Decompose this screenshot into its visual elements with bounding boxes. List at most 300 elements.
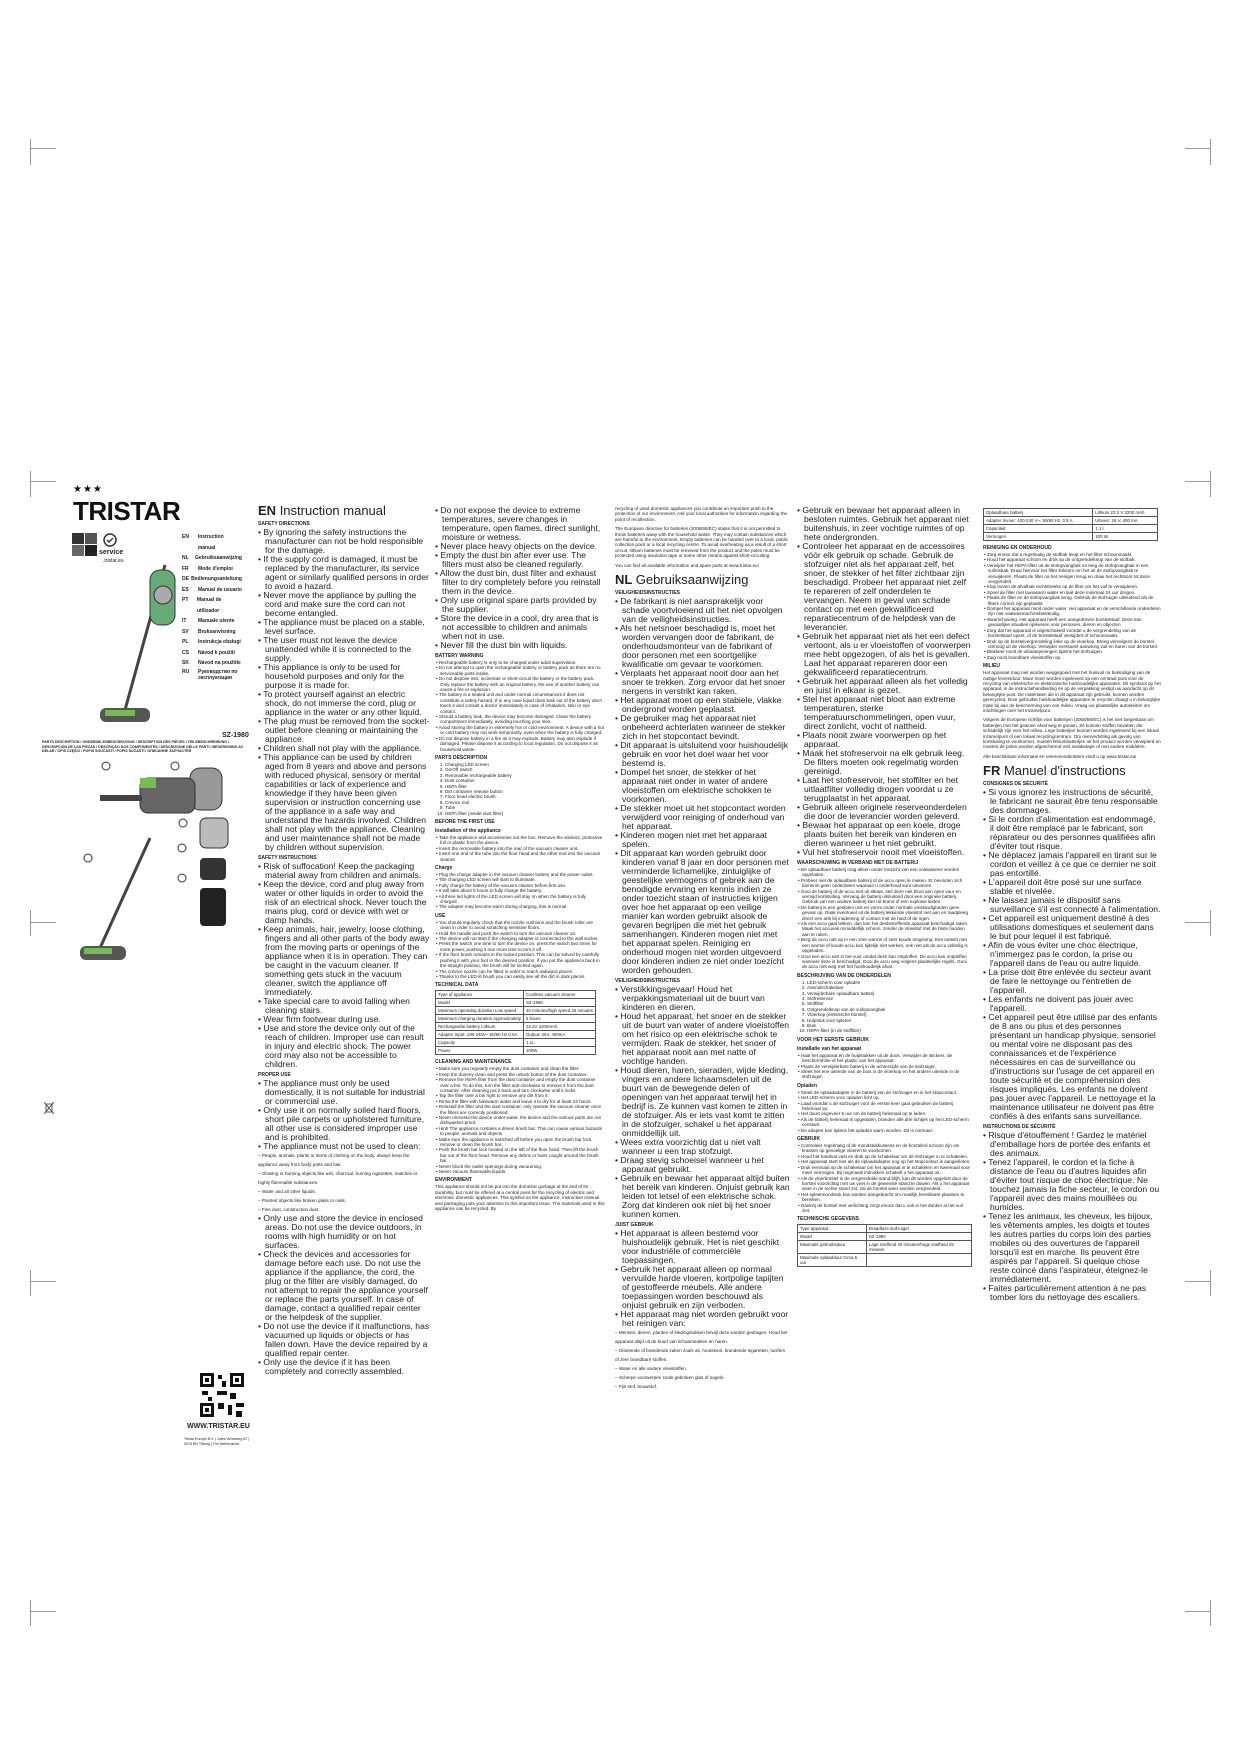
technical-data-table [797, 1224, 972, 1267]
list-item: • Avoid storing the battery in extremely hot or cold environment. A device with a hot or cold battery may not work temporarily, even when the battery is fully charged. [435, 725, 605, 736]
crop-mark [30, 139, 31, 165]
language-item: NL Gebruiksaanwijzing [182, 555, 242, 561]
nl-column-2 [797, 506, 972, 1271]
list-item: • De gebruiker mag het apparaat niet onbeheerd achterlaten wanneer de stekker zich in het stopcontact bevindt. [615, 714, 790, 741]
list-item: • Only use original spare parts provided by the supplier. [435, 596, 605, 614]
list-item: • By ignoring the safety instructions the manufacturer can not be hold responsible for the damage. [258, 528, 430, 555]
list-item: – Gloeiende of brandende zaken zoals as, houtskool, brandende sigaretten, lucifers of zeer brandbare stoffen. [615, 1346, 790, 1364]
section-title: EN Instruction manual [258, 503, 386, 518]
list-item: • It will take about 5 hours to fully charge the battery. [435, 888, 605, 893]
list-item: • Plaats de verwijderbare batterij in de achterzijde van de stofzuiger. [797, 1064, 972, 1069]
charge-list [797, 1090, 972, 1133]
list-item: • The crevice nozzle can be fitted in order to reach awkward places. [435, 969, 605, 974]
crop-mark [1210, 471, 1211, 497]
list-item: – Water and all other liquids. [258, 1187, 430, 1196]
list-item: • Never block the outlet openings during vacuuming. [435, 1164, 605, 1169]
list-item: • Gebruik en bewaar het apparaat altijd buiten het bereik van kinderen. Onjuist gebruik kan leiden tot letsel of een elektrische schok. Zorg dat kinderen ook niet bij het snoer kunnen komen. [615, 1174, 790, 1219]
list-item: • Allow the dust bin, dust filter and exhaust filter to dry completely before you reinstall them in the device. [435, 569, 605, 596]
list-item: • Risque d'étouffement ! Gardez le matériel d'emballage hors de portée des enfants et des animaux. [983, 1131, 1161, 1158]
section-subheading: Installation of the appliance [435, 827, 501, 834]
list-item: – Water en alle andere vloeistoffen. [615, 1364, 790, 1373]
en-nl-column [615, 506, 790, 1391]
list-item: • Klop boven de afvalbak rechtstreeks op de filter om het vuil te verwijderen. [983, 584, 1161, 589]
list-item: • If the supply cord is damaged, it must be replaced by the manufacturer, its service agent or similarly qualified persons in order to avoid a hazard. [258, 555, 430, 591]
section-heading: CONSIGNES DE SÉCURITÉ [983, 781, 1049, 788]
table-row: Capacity 1.1L [436, 1039, 596, 1047]
list-item: • You should regularly check that the nozzle cushions and the brush roller are clean in order to avoid scratching sensitive floors. [435, 920, 605, 931]
list-item: • Steek het ene uiteinde van de buis in de vloerkop en het andere uiteinde in de stofzuiger. [797, 1069, 972, 1080]
list-item: 7. Vloerkop (elektrische borstel) [807, 1012, 972, 1017]
list-item: • Gebruik en bewaar het apparaat alleen in besloten ruimtes. Gebruik het apparaat niet buitenshuis, in zeer vochtige ruimtes of op hete ondergronden. [797, 506, 972, 542]
section-heading: REINIGING EN ONDERHOUD [983, 545, 1052, 551]
proper-use-list [615, 1229, 790, 1391]
list-item: • Als de batterij helemaal is opgeladen, branden alle drie lichtjes op het LED-scherm constant. [797, 1117, 972, 1128]
table-row: Model SZ-1980 [798, 1233, 972, 1241]
list-item: 9. Buis [807, 1023, 972, 1028]
list-item: • Het apparaat mag niet worden gebruikt voor het reinigen van: [615, 1310, 790, 1328]
list-item: • Gebruik alleen originele reserveonderdelen die door de leverancier worden geleverd. [797, 803, 972, 821]
en-column-1 [258, 503, 430, 1376]
table-row: Type apparaat Draadloze stofzuiger [798, 1225, 972, 1233]
list-item: • Berg de accu niet op in een zeer warme of zeer koude omgeving. Een toestel met een warme of koude accu kan tijdelijk niet werken, ook niet als de accu volledig is opgeladen. [797, 937, 972, 953]
list-item: • Dit apparaat is uitsluitend voor huishoudelijk gebruik en voor het doel waar het voor bestemd is. [615, 741, 790, 768]
list-item: • The appliance must not be used to clean: [258, 1142, 430, 1151]
table-row: Maximum charging duration Approximately 5 hours [436, 1015, 596, 1023]
crop-mark [1185, 481, 1211, 482]
list-item: • Tenez l'appareil, le cordon et la fiche à distance de l'eau ou d'autres liquides afin d'éviter tout risque de choc électrique. Ne touchez jamais la fiche secteur, le cordon ou l'appareil avec des mains mouillées ou humides. [983, 1158, 1161, 1212]
support-text: You can find all available information and spare parts at www.tristar.eu! [615, 562, 759, 568]
list-item: • Houd het apparaat schoon en druk op de ontgrendelknop van de stofbak. [983, 557, 1161, 562]
cleaning-list [983, 552, 1161, 660]
language-item: ES Manual de usuario [182, 586, 242, 593]
list-item: • Dompel het apparaat nooit onder water. Het apparaat en de verschillende onderdelen zijn niet vaatwasmachinebestendig. [983, 606, 1161, 617]
list-item: • The adapter may become warm during charging, this is normal. [435, 904, 605, 909]
table-row: Model SZ-1980 [436, 999, 596, 1007]
list-item: – Fine dust, construction dust. [258, 1205, 430, 1214]
support-text: Alle beschikbare informatie en reserveonderdelen vindt u op www.tristar.eu! [983, 753, 1137, 759]
list-item: • Probeer niet de oplaadbare batterij of de accu open te maken. Er bevinden zich binnenin geen onderdelen waaraan u onderhoud kunt uitvoeren. [797, 878, 972, 889]
environment-text: This appliance should not be put into the domestic garbage at the end of its durability, but must be offered at a central point for the recycling of electric and electronic domestic appliances. This symbol on the appliance, instruction manual and packaging puts your attention to this important issue. The materials used in this appliance can be recycled. By [435, 1184, 605, 1212]
parts-description-title: PARTS DESCRIPTION / ONDERDELENBESCHRIJVING / DESCRIPTION DES PIÈCES / TEILEBESCHREIBUNG / DESCRIPCIÓN DE LAS PIEZAS / DESCRIÇÃO DOS COMPONENTES / DESCRIZIONE DELLE PARTI / BESKRIVNING AV DELAR / OPIS CZĘŚCI / POPIS SOUČÁSTÍ / POPIS SÚČASTÍ / ОПИСАНИЕ ЗАПЧАСТЕЙ [42, 740, 244, 754]
language-item: FR Mode d'emploi [182, 565, 233, 572]
list-item: • Afin de vous éviter une choc électrique, n'immergez pas le cordon, la prise ou l'appareil dans de l'eau ou autre liquide. [983, 941, 1161, 968]
service-url: .tristar.eu [103, 558, 124, 564]
list-item: • Druk op de borstelvergrendeling links op de vloerkop. Breng vervolgens de borstel omhoog uit de vloerkop. Verwijder eventueel aanwezig vuil en haren van de borstel. [983, 639, 1161, 650]
list-item: • Si vous ignorez les instructions de sécurité, le fabricant ne saurait être tenu responsable des dommages. [983, 788, 1161, 815]
battery-directive-text: The European directive for batteries (2006/66/EC) states that it is not permitted to throw batteries away with the household waste. They may contain substances which are harmful to the environment. Empty batteries can be handed over to a local, public collection point or a local recycling centre. To avoid overheating as a result of a short circuit, lithium batteries must be removed from the product and the poles must be protected using insulation tape or some other means against short-circuiting. [615, 526, 789, 559]
list-item: • Als een accu gaat lekken, dan kan het desbetreffende apparaat beschadigd raken. Maak het accuvak onmiddellijk schoon, zonder de vloeistof met de blote handen aan te raken. [797, 921, 972, 937]
list-item: 5. HEPA filter [445, 784, 605, 789]
crop-mark [1210, 139, 1211, 165]
weee-bin-icon [44, 1102, 54, 1114]
list-item: • Het apparaat is alleen bestemd voor huishoudelijk gebruik. Het is niet geschikt voor industriële of commerciële toepassingen. [615, 1229, 790, 1265]
charge-list [435, 872, 605, 910]
en-column-2 [435, 506, 605, 1215]
section-subheading: Opladen [797, 1082, 818, 1089]
list-item: • Als het netsnoer beschadigd is, moet het worden vervangen door de fabrikant, de onderhoudsmonteur van de fabrikant of door personen met een soortgelijke kwalificatie om gevaar te voorkomen. [615, 624, 790, 669]
section-title: NL Gebruiksaanwijzing [615, 572, 749, 588]
list-item: • Controleer regelmatig of de mondstukkussens en de borstelrol schoon zijn om krassen op gevoelige vloeren te voorkomen. [797, 1143, 972, 1154]
list-item: 7. Floor head electric brush [445, 794, 605, 799]
list-item: • Vul het stofreservoir nooit met vloeistoffen. [797, 848, 972, 857]
brand-stars: ★★★ [73, 484, 103, 495]
technical-data-table [435, 990, 596, 1055]
list-item: • Cet appareil peut être utilisé par des enfants de 8 ans ou plus et des personnes présentant un handicap physique, sensoriel ou mental voire ne disposant pas des connaissances et de l'expérience nécessaires en cas de surveillance ou d'instructions sur l'usage de cet appareil en toute sécurité et de compréhension des risques impliqués. Les enfants ne doivent pas jouer avec l'appareil. Le nettoyage et la maintenance utilisateur ne doivent pas être confiés à des enfants sans surveillance. [983, 1013, 1161, 1121]
safety-list [258, 528, 430, 852]
list-item: 2. On/Off switch [445, 767, 605, 772]
list-item: 6. Ontgrendelknop van de vuilopvangbak [807, 1007, 972, 1012]
language-item: RU Руководство по эксплуатации [182, 668, 238, 681]
list-item: • Het apparaat start niet als de oplaadadapter nog op het stopcontact is aangesloten. [797, 1159, 972, 1164]
list-item: • Verstikkingsgevaar! Houd het verpakkingsmateriaal uit de buurt van kinderen en dieren. [615, 985, 790, 1012]
list-item: • Zorg ervoor dat u regelmatig de stofbak leegt en het filter schoonmaakt. [983, 552, 1161, 557]
list-item: • De batterij is een gesloten unit en vormt onder normale omstandigheden geen gevaar op. Raak eventueel uit de batterij lekkende vloeistof niet aan en raadpleeg direct een arts bij inademing of contact met de huid of de ogen. [797, 905, 972, 921]
list-item: 2. Aan/uitschakelaar [807, 985, 972, 990]
list-item: 6. Dirt container release button [445, 789, 605, 794]
list-item: • Dompel het snoer, de stekker of het apparaat niet onder in water of andere vloeistoffen om elektrische schokken te voorkomen. [615, 768, 790, 804]
section-heading: BATTERY WARNING [435, 653, 484, 659]
list-item: • Druk eenmaal op de schakelaar om het apparaat in te schakelen en tweemaal voor meer vermogen. Bij nogmaals indrukken schakelt u het apparaat uit. [797, 1165, 972, 1176]
product-thumbnail-icon [72, 533, 98, 557]
vacuum-cleaner-illustration [95, 560, 185, 730]
safety-list [983, 788, 1161, 1121]
list-item: • Empty the dust bin after ever use. The filters must also be cleaned regularly. [435, 551, 605, 569]
list-item: • Het apparaat moet op een stabiele, vlakke ondergrond worden geplaatst. [615, 696, 790, 714]
qr-code-icon [200, 1373, 244, 1417]
list-item: – People, animals, plants or items of clothing on the body, always keep the appliance away from body parts and hair. [258, 1151, 430, 1169]
list-item: • Remove the HEPA filter from the dust container and empty the dust container over a bin. To do this, turn the filter anti-clockwise to remove it from the dust container. After cleaning put it back and turn clockwise until it locks. [435, 1077, 605, 1093]
crop-mark [30, 1611, 56, 1612]
list-item: • Never move the appliance by pulling the cord and make sure the cord can not become entangled. [258, 591, 430, 618]
crop-mark [30, 1270, 31, 1296]
section-heading: PROPER USE [258, 1072, 291, 1078]
list-item: • Do not dispose into, incinerate or short-circuit the battery or the battery pack. Only replace the battery with an original battery, the use of another battery can cause a fire or explosion. [435, 676, 605, 692]
list-item: • Het spleetmondstuk kan worden aangebracht om moeilijk bereikbare plaatsen te bereiken. [797, 1192, 972, 1203]
list-item: – Mensen, dieren, planten of kledingstukken terwijl deze worden gedragen. Houd het apparaat altijd uit de buurt van lichaamsdelen en haren. [615, 1328, 790, 1346]
list-item: • Thanks to the LED-lit brush you can easily see all the dirt in dark places. [435, 974, 605, 979]
install-list [435, 835, 605, 862]
crop-mark [30, 1281, 56, 1282]
list-item: 4. Stofreservoir [807, 996, 972, 1001]
service-label: service [99, 549, 124, 556]
section-heading: GEBRUIK [797, 1136, 821, 1143]
list-item: • Tap the filter over a bin right to remove any dirt from it. [435, 1093, 605, 1098]
list-item: • Plug the charge adapter in the vacuum cleaner battery and the power outlet. [435, 872, 605, 877]
safety-list [258, 862, 430, 1069]
crop-mark [30, 1600, 31, 1626]
list-item: • Use and store the device only out of the reach of children. Improper use can result in injury and electric shock. The power cord may also not be accessible to children. [258, 1024, 430, 1069]
list-item: • The charging LED screen will start to illuminate. [435, 877, 605, 882]
crop-mark [30, 471, 31, 497]
list-item: • Do not dispose battery in a fire as it may explode. Battery may also explode if damaged. Please dispose it according to local regulation. Do not dispose it as household waste. [435, 736, 605, 752]
section-title: FR Manuel d'instructions [983, 763, 1126, 779]
list-item: • Zuig nooit brandbare vloeistoffen op. [983, 655, 1161, 660]
table-row: Capaciteit 1,1 l [984, 525, 1158, 533]
section-heading: VEILIGHEIDSINSTRUCTIES [615, 978, 681, 985]
list-item: 1. LED-scherm voor opladen [807, 980, 972, 985]
list-item: • Reinstall the filter and the dust container, only operate the vacuum cleaner once the filters are correctly positioned. [435, 1104, 605, 1115]
section-subheading: Charge [435, 865, 453, 871]
section-heading: VEILIGHEIDSINSTRUCTIES [615, 590, 681, 597]
list-item: • Faites particulièrement attention à ne pas tomber lors du nettoyage des escaliers. [983, 1284, 1161, 1302]
crop-mark [1185, 1281, 1211, 1282]
list-item: • Dit apparaat kan worden gebruikt door kinderen vanaf 8 jaar en door personen met verminderde lichamelijke, zintuiglijke of geestelijke vermogens of gebrek aan de benodigde ervaring en kennis indien ze onder toezicht staan of instructies krijgen over hoe het apparaat op een veilige manier kan worden gebruikt alsook de gevaren begrijpen die met het gebruik samenhangen. Kinderen mogen niet met het apparaat spelen. Reiniging en onderhoud mogen niet worden uitgevoerd door kinderen indien ze niet onder toezicht worden gehouden. [615, 849, 790, 975]
list-item: • Fully charge the battery of the vacuum cleaner before first use. [435, 883, 605, 888]
cleaning-list [435, 1066, 605, 1174]
list-item: • Steek de oplaadadapter in de batterij van de stofzuiger en in het stopcontact. [797, 1090, 972, 1095]
crop-mark [1185, 1611, 1211, 1612]
list-item: – Scherpe voorwerpen zoals gebroken glas of nagels. [615, 1373, 790, 1382]
section-heading: ENVIRONMENT [435, 1177, 472, 1184]
section-heading: VOOR HET EERSTE GEBRUIK [797, 1036, 869, 1043]
list-item: • Rinse the filter with lukewarm water and leave it to dry for at least 24 hours. [435, 1099, 605, 1104]
crop-mark [30, 481, 56, 482]
list-item: 5. Stoffilter [807, 1001, 972, 1006]
model-number: SZ-1980 [222, 732, 249, 739]
company-address: Tristar Europe B.V. | Jules Verneweg 87 | 5015 BH Tilburg | The Netherlands [184, 1437, 250, 1446]
list-item: • La prise doit être enlevée du secteur avant de faire le nettoyage ou l'entretien de l'appareil. [983, 968, 1161, 995]
list-item: • The battery is a sealed unit and under normal circumstances it does not constitute a safety hazard. If in any case liquid does leak out of the battery don't touch it and consult a doctor immediately in case of inhalation, skin or eye contact. [435, 692, 605, 714]
list-item: • Should a battery leak, the device may become damaged. Clean the battery compartment immediately, avoiding touching your skin. [435, 714, 605, 725]
list-item: • Ne laissez jamais le dispositif sans surveillance s'il est connecté à l'alimentation. [983, 896, 1161, 914]
list-item: • Blokkeer nooit de uitlaatopeningen tijdens het stofzuigen. [983, 649, 1161, 654]
crop-mark [30, 922, 56, 923]
list-item: • Wear firm footwear during use. [258, 1015, 430, 1024]
list-item: • The appliance must be placed on a stable, level surface. [258, 618, 430, 636]
language-item: DE Bedienungsanleitung [182, 576, 242, 582]
list-item: • Do not attempt to open the rechargeable battery or battery pack as there are no serviceable parts inside. [435, 665, 605, 676]
language-item: SV Bruksanvisning [182, 628, 236, 635]
list-item: • Risk of suffocation! Keep the packaging material away from children and animals. [258, 862, 430, 880]
language-item: EN Instruction manual [182, 534, 224, 551]
table-row: Adapter Input: 100-240V~ 50/60 Hz 0.5A Output: 26V, 400mA [436, 1031, 596, 1039]
safety-list [435, 506, 605, 650]
safety-list [983, 1131, 1161, 1302]
crop-mark [30, 148, 56, 149]
crop-mark [30, 910, 31, 936]
section-heading: INSTRUCTIONS DE SÉCURITÉ [983, 1124, 1056, 1131]
list-item: • Keep the dummy clean and press the unlock button of the dust container. [435, 1072, 605, 1077]
list-item: • Make sure the appliance is switched off before you open the brush bar lock, remove or clean the brush bar. [435, 1137, 605, 1148]
list-item: • If the floor brush remains in the locked position. This can be solved by carefully pushing it with your foot in the desired position, if you put the appliance back in the straight position, the brush will be locked again. [435, 952, 605, 968]
section-heading: SAFETY DIRECTIONS [258, 521, 310, 527]
section-heading: TECHNICAL DATA [435, 982, 479, 989]
battery-list [797, 867, 972, 970]
list-item: • Gebruik het apparaat niet als het een defect vertoont, als u er vloeistoffen of voorwerpen mee hebt opgezogen, of als het is gevallen. Laat het apparaat repareren door een gekwalificeerd reparatiecentrum. [797, 632, 972, 677]
list-item: • De oplaadbare batterij mag alleen onder toezicht van een volwassene worden opgeladen. [797, 867, 972, 878]
list-item: • Tenez les animaux, les cheveux, les bijoux, les vêtements amples, les doigts et toutes les autres parties du corps loin des parties mobiles ou des ouvertures de l'appareil lorsqu'il est en marche. Ils peuvent être aspirés par l'appareil. Si quelque chose reste coincé dans l'aspirateur, éteignez-le immédiatement. [983, 1212, 1161, 1284]
list-item: 1. Charging LED screen [445, 762, 605, 767]
list-item: • Check the devices and accessories for damage before each use. Do not use the appliance if the appliance, the cord, the plug or the filter are visibly damaged, do not attempt to repair the appliance yourself or replace the parts yourself. In case of damage, contact a qualified repair center or the helpdesk of the supplier. [258, 1250, 430, 1322]
list-item: • Waarschuwing: Het apparaat heeft een aangedreven borstelstaaf. Deze kan gevaarlijke situaties opleveren voor personen, dieren en objecten. [983, 617, 1161, 628]
technical-data-table [983, 508, 1158, 541]
list-item: • Rechargeable battery is only to be charged under adult supervision. [435, 660, 605, 665]
table-row: Power 100W [436, 1047, 596, 1055]
list-item: • Gooi een accu niet in het vuur omdat deze kan ontploffen. De accu kan ontploffen wanneer deze is beschadigd. Gooi de accu weg volgens plaatselijke regels. Gooi de accu niet weg met het huishoudelijk afval. [797, 954, 972, 970]
install-list [797, 1053, 972, 1080]
table-row: Maximum operating duration Low speed 40 minutes/high speed 25 minutes [436, 1007, 596, 1015]
list-item: • Hold the handle and push the switch to turn the vacuum cleaner on. [435, 931, 605, 936]
list-item: • Make sure you regularly empty the dust container and clean the filter. [435, 1066, 605, 1071]
section-heading: WAARSCHUWING IN VERBAND MET DE BATTERIJ [797, 860, 919, 866]
list-item: • Do not use the device if it malfunctions, has vacuumed up liquids or objects or has fallen down. Have the device repaired by a qualified repair center. [258, 1322, 430, 1358]
list-item: • The appliance must only be used domestically, it is not suitable for industrial or commercial use. [258, 1079, 430, 1106]
list-item: • Never fill the dust bin with liquids. [435, 641, 605, 650]
list-item: • Draag stevig schoeisel wanneer u het apparaat gebruikt. [615, 1156, 790, 1174]
list-item: • Never immerse the device under water, the device and the various parts are not dishwasher-proof. [435, 1115, 605, 1126]
list-item: 4. Dust container [445, 778, 605, 783]
section-heading: TECHNISCHE GEGEVENS [797, 1216, 859, 1223]
list-item: • Only use and store the device in enclosed areas. Do not use the device outdoors, in rooms with high humidity or on hot surfaces. [258, 1214, 430, 1250]
list-item: • Controleer het apparaat en de accessoires vóór elk gebruik op schade. Gebruik de stofzuiger niet als het apparaat zelf, het snoer, de stekker of het filter zichtbaar zijn beschadigd. Probeer het apparaat niet zelf te repareren of zelf onderdelen te vervangen. Neem in geval van schade contact op met een gekwalificeerd reparatiecentrum of de helpdesk van de leverancier. [797, 542, 972, 632]
battery-directive-text: Volgens de Europese richtlijn voor batterijen (2006/66/EC) is het niet toegestaan om batterijen met het gewone afval weg te gooien. Ze kunnen stoffen bevatten die schadelijk zijn voor het milieu. Lege batterijen kunnen worden ingeleverd bij een lokaal inzamelpunt of een lokaal recyclingcentrum. Om oververhitting als gevolg van kortsluiting te voorkomen, moeten lithiumbatterijen uit het product worden verwijderd en moeten de polen worden afgeschermd met isolatietape of met andere middelen. [983, 717, 1161, 750]
environment-text: recycling of used domestic appliances you contribute an important push to the protection of our environment. Ask your local authorities for information regarding the point of recollection. [615, 506, 788, 522]
language-item: PT Manual de utilizador [182, 597, 222, 614]
nl-fr-column [983, 506, 1161, 1302]
table-row: Vermogen 100 W [984, 533, 1158, 541]
section-heading: BESCHRIJVING VAN DE ONDERDELEN [797, 972, 891, 979]
use-list [797, 1143, 972, 1213]
list-item: • The user must not leave the device unattended while it is connected to the supply. [258, 636, 430, 663]
list-item: • De stekker moet uit het stopcontact worden verwijderd voor reiniging of onderhoud van het apparaat. [615, 804, 790, 831]
list-item: • Plaats de filter en de stofopvangbak terug. Gebruik de stofzuiger uitsluitend als de filters correct zijn geplaatst. [983, 595, 1161, 606]
safety-list [615, 985, 790, 1219]
list-item: • Children shall not play with the appliance. [258, 744, 430, 753]
table-row: Rechargeable battery Lithium 22.2V 2200mAh [436, 1023, 596, 1031]
environment-text: Het apparaat mag niet worden weggegooid met het huisvuil na beëindiging van de nuttige levensduur. Maar moet worden ingeleverd op een centraal punt voor de recycling van elektrische en elektronische huishoudelijke apparaten. Dit symbool op het apparaat, in de instructiehandleiding en op de verpakking vestigt uw aandacht op dit belangrijke punt. De materialen die in dit apparaat zijn gebruikt, kunnen worden gerecycled. Door gebruikte huishoudelijke apparaten te recyclen draagt u in belangrijke mate bij aan de bescherming van ons milieu. Vraag uw plaatselijke autoriteiten om inlichtingen over het inzamelpunt. [983, 670, 1161, 713]
list-item: 8. Hulpstuk voor spleten [807, 1018, 972, 1023]
list-item: • Het LED-scherm voor opladen licht op. [797, 1095, 972, 1100]
list-item: • Keep the device, cord and plug away from water or other liquids in order to avoid the risk of an electrical shock. Never touch the mains plug, cord or device with wet or damp hands. [258, 880, 430, 925]
language-item: CS Návod k použití [182, 649, 235, 656]
list-item: • Gooi de batterij of de accu niet uit elkaar, stel deze niet bloot aan open vuur en vermijd kortsluiting. Vervang de batterij uitsluitend door een originele batterij. Gebruik van een andere batterij kan tot brand of een explosie leiden. [797, 889, 972, 905]
list-item: • Les enfants ne doivent pas jouer avec l'appareil. [983, 995, 1161, 1013]
list-item: • Het duurt ongeveer 5 uur om de batterij helemaal op te laden. [797, 1111, 972, 1116]
list-item: • Do not expose the device to extreme temperatures, severe changes in temperature, open flames, direct sunlight, moisture or wetness. [435, 506, 605, 542]
list-item: • Stel het apparaat niet bloot aan extreme temperaturen, sterke temperatuurschommelingen, open vuur, direct zonlicht, vocht of nattheid. [797, 695, 972, 731]
safety-list [797, 506, 972, 857]
section-heading: MILIEU [983, 663, 1000, 670]
list-item: • To protect yourself against an electric shock, do not immerse the cord, plug or appliance in the water or any other liquid. [258, 690, 430, 717]
section-heading: SAFETY INSTRUCTIONS [258, 855, 317, 861]
list-item: • Only use the device if it has been completely and correctly assembled. [258, 1358, 430, 1376]
crop-mark [1210, 910, 1211, 936]
list-item: 10. HEPA-filter (in de stoffilter) [807, 1028, 972, 1033]
table-row: Adapter Invoer: 100-240 V~, 50/60 Hz, 0.5 A Uitvoer: 26 V, 400 mA [984, 517, 1158, 525]
list-item: • Gebruik het apparaat alleen als het volledig en juist in elkaar is gezet. [797, 677, 972, 695]
list-item: 8. Crevice tool [445, 800, 605, 805]
language-item: IT Manuale utente [182, 618, 235, 624]
safety-list [615, 597, 790, 975]
list-item: • Verplaats het apparaat nooit door aan het snoer te trekken. Zorg ervoor dat het snoer nergens in verstrikt kan raken. [615, 669, 790, 696]
use-list [435, 920, 605, 979]
list-item: • De adapter kan tijdens het opladen warm worden. Dit is normaal. [797, 1128, 972, 1133]
list-item: • The device will not start if the charging adapter is connected to the wall socket. [435, 936, 605, 941]
list-item: • Zorg dat het apparaat is uitgeschakeld voordat u de vergrendeling van de borstelstaaf opent, of de borstelstaaf verwijdert of schoonmaakt. [983, 628, 1161, 639]
list-item: • Wees extra voorzichtig dat u niet valt wanneer u een trap stofzuigt. [615, 1138, 790, 1156]
list-item: • Laad voordat u de stofzuiger voor de eerste keer gaat gebruiken de batterij helemaal op. [797, 1101, 972, 1112]
list-item: • Only use it on normally soiled hard floors, short pile carpets or upholstered furniture, all other use is considered improper use and is prohibited. [258, 1106, 430, 1142]
list-item: • Haal het apparaat en de hulpstukken uit de doos. Verwijder de stickers, de beschermfolie of het plastic van het apparaat. [797, 1053, 972, 1064]
list-item: • Ne déplacez jamais l'appareil en tirant sur le cordon et veillez à ce que ce dernier ne soit pas entortillé. [983, 851, 1161, 878]
section-heading: PARTS DESCRIPTION [435, 754, 488, 761]
brand-logo: TRISTAR [73, 496, 181, 526]
list-item: • Kinderen mogen niet met het apparaat spelen. [615, 831, 790, 849]
parts-list [435, 762, 605, 816]
list-item: • Bewaar het apparaat op een koele, droge plaats buiten het bereik van kinderen en dieren wanneer u het niet gebruikt. [797, 821, 972, 848]
list-item: 9. Tube [445, 805, 605, 810]
list-item: • Houd het apparaat, het snoer en de stekker uit de buurt van water of andere vloeistoffen om het risico op een elektrische schok te vermijden. Raak de stekker, het snoer of het apparaat nooit aan met natte of vochtige handen. [615, 1012, 790, 1066]
exploded-parts-illustration [80, 758, 250, 968]
crop-mark [1210, 1600, 1211, 1626]
table-row: Type of appliance Cordless vacuum cleaner [436, 991, 596, 999]
list-item: • L'appareil doit être posé sur une surface stable et nivelée. [983, 878, 1161, 896]
parts-list [797, 980, 972, 1034]
list-item: • This appliance can be used by children aged from 8 years and above and persons with reduced physical, sensory or mental capabilities or lack of experience and knowledge if they have been given supervision or instruction concerning use of the appliance in a safe way and understand the hazards involved. Children shall not play with the appliance. Cleaning and user maintenance shall not be made by children without supervision. [258, 753, 430, 852]
section-heading: CLEANING AND MAINTENANCE [435, 1059, 512, 1066]
list-item: • Maak het stofreservoir na elk gebruik leeg. De filters moeten ook regelmatig worden gereinigd. [797, 749, 972, 776]
language-item: PL Instrukcja obsługi [182, 639, 241, 645]
list-item: • This appliance is only to be used for household purposes and only for the purpose it is made for. [258, 663, 430, 690]
list-item: • Verwijder het HEPA-filter uit de stofopvangbak en leeg de stofopvangbak in een vuilnisbak. Draai hiervoor het filter linksom om het uit de stofopvangbak te verwijderen. Plaats de filter na het reinigen terug en draai het rechtsom tot deze vergrendelt. [983, 563, 1161, 585]
crop-mark [1185, 148, 1211, 149]
list-item: – Fijn stof, bouwstof. [615, 1382, 790, 1391]
language-item: SK Návod na použitie [182, 660, 241, 666]
list-item: • Houd het handvat vast en druk op de schakelaar om de stofzuiger in te schakelen. [797, 1154, 972, 1159]
service-icon [103, 533, 117, 547]
list-item: • Laat het stofreservoir, het stoffilter en het uitlaatfilter volledig drogen voordat u ze terugplaatst in het apparaat. [797, 776, 972, 803]
list-item: • Never vacuum flammable liquids. [435, 1169, 605, 1174]
list-item: • Take special care to avoid falling when cleaning stairs. [258, 997, 430, 1015]
list-item: • Press the switch one time to turn the device on, press the switch two times for more power, pushing it one more time to turn it off. [435, 941, 605, 952]
website-label: WWW.TRISTAR.EU [187, 1423, 250, 1430]
list-item: • Hint! The appliance contains a driven brush bar. This can cause various hazards to people, animals and objects. [435, 1126, 605, 1137]
list-item: • The plug must be removed from the socket-outlet before cleaning or maintaining the appliance. [258, 717, 430, 744]
section-heading: USE [435, 912, 446, 919]
list-item: • Never place heavy objects on the device. [435, 542, 605, 551]
crop-mark [1185, 922, 1211, 923]
table-row: Maximale gebruiksduur Lage snelheid 40 minuten/hoge snelheid 25 minuten [798, 1241, 972, 1254]
list-item: 3. Verwijderbare oplaadbare batterij [807, 991, 972, 996]
section-heading: BEFORE THE FIRST USE [435, 818, 495, 825]
list-item: • All three led lights of the LED screen will stay on when the battery is fully charged. [435, 894, 605, 905]
table-row: Maximale oplaadduur Circa 5 uur [798, 1254, 972, 1267]
section-subheading: Installatie van het apparaat [797, 1045, 862, 1052]
list-item: • Push the brush bar lock located on the left of the floor head. Then lift the brush bar out of the floor head. Remove any debris or hairs caught around the brush bar. [435, 1147, 605, 1163]
list-item: – Pointed objects like broken glass or nails. [258, 1196, 430, 1205]
list-item: • Take the appliance and accessories out the box. Remove the stickers, protective foil or plastic from the device. [435, 835, 605, 846]
list-item: • De fabrikant is niet aansprakelijk voor schade voortvloeiend uit het niet opvolgen van de veiligheidsinstructies. [615, 597, 790, 624]
list-item: • Gebruik het apparaat alleen op normaal vervuilde harde vloeren, kortpolige tapijten of gestoffeerde meubels. Alle andere toepassingen worden beschouwd als onjuist gebruik en zijn verboden. [615, 1265, 790, 1310]
crop-mark [1210, 1270, 1211, 1296]
list-item: 3. Removable rechargeable battery [445, 773, 605, 778]
list-item: • Si le cordon d'alimentation est endommagé, il doit être remplacé par le fabricant, son réparateur ou des personnes qualifiées afin d'éviter tout risque. [983, 815, 1161, 851]
list-item: • Als de vloerborstel in de vergrendelde stand blijft, kan dit worden opgelost door de borstel voorzichtig met uw voet in de gewenste stand te duwen. Als u het apparaat weer in de rechte stand zet, zal de borstel weer worden vergrendeld. [797, 1176, 972, 1192]
list-item: • Spoel de filter met lauwwarm water en laat deze minimaal 24 uur drogen. [983, 590, 1161, 595]
list-item: • Dankzij de borstel met verlichting zorgt ervoor dat u ook in het donker al het vuil ziet. [797, 1203, 972, 1214]
list-item: • Store the device in a cool, dry area that is not accessible to children and animals when not in use. [435, 614, 605, 641]
list-item: 10. HEPA filter (inside dust filter) [445, 811, 605, 816]
proper-use-list [258, 1079, 430, 1376]
list-item: • Keep animals, hair, jewelry, loose clothing, fingers and all other parts of the body away from the moving parts or openings of the appliance when it is in operation. They can be caught in the vacuum cleaner. If something gets stuck in the vacuum cleaner, switch the appliance off immediately. [258, 925, 430, 997]
section-heading: JUIST GEBRUIK [615, 1222, 654, 1229]
table-row: Oplaadbare batterij Lithium 22.2 V 2200 mAh [984, 509, 1158, 517]
list-item: • Plaats nooit zware voorwerpen op het apparaat. [797, 731, 972, 749]
language-list [182, 532, 242, 681]
list-item: – Glowing or burning objects like ash, charcoal, burning cigarettes, matches or highly flammable substances. [258, 1169, 430, 1187]
battery-list [435, 660, 605, 752]
list-item: • Cet appareil est uniquement destiné à des utilisations domestiques et seulement dans le but pour lequel il est fabriqué. [983, 914, 1161, 941]
